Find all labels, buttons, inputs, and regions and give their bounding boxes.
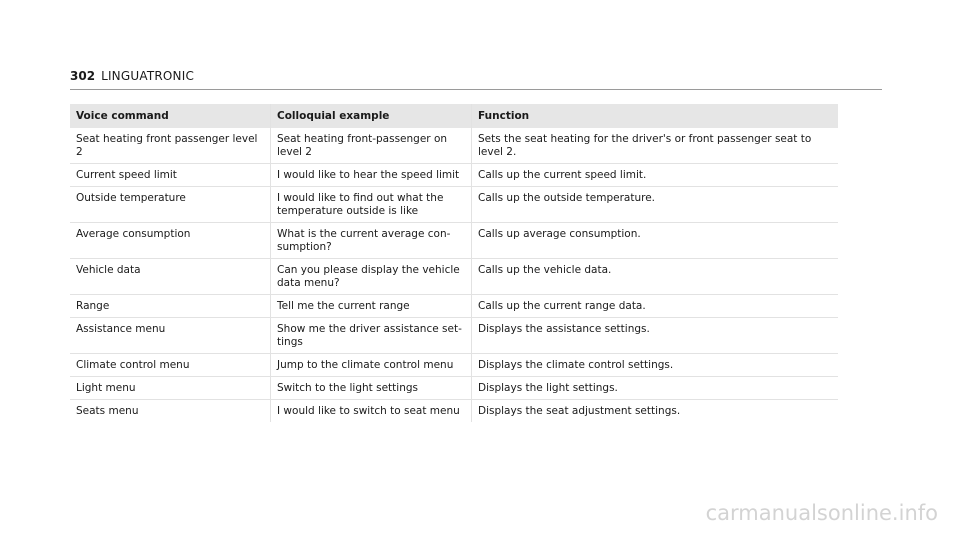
voice-command-cell: Seats menu [76, 405, 139, 417]
colloquial-example-cell: What is the current average con-sumption? [271, 223, 472, 259]
voice-command-table [70, 104, 838, 422]
colloquial-example-cell: Show me the driver assistance set-tings [271, 318, 472, 354]
colloquial-example-cell: Switch to the light settings [271, 377, 472, 400]
table-row [70, 295, 838, 318]
function-cell: Displays the light settings. [472, 377, 839, 400]
table-row [70, 164, 838, 187]
column-header-voice-command: Voice command [70, 104, 271, 128]
column-header-function: Function [472, 104, 839, 128]
voice-command-cell: Current speed limit [70, 164, 271, 187]
page-number: 302 [70, 69, 96, 83]
function-cell: Displays the seat adjustment settings. [472, 400, 839, 423]
table-row [70, 128, 838, 164]
voice-command-cell: Outside temperature [70, 187, 271, 223]
table-header-row [70, 104, 838, 128]
function-cell: Calls up average consumption. [472, 223, 839, 259]
voice-command-cell: Vehicle data [70, 259, 271, 295]
function-cell: Displays the climate control settings. [472, 354, 839, 377]
voice-command-cell: Climate control menu [70, 354, 271, 377]
table-row [70, 400, 838, 423]
section-title: LINGUATRONIC [101, 69, 195, 83]
function-cell: Calls up the outside temperature. [472, 187, 839, 223]
colloquial-example-cell: Can you please display the vehicle data menu? [271, 259, 472, 295]
voice-command-cell: Seat heating front passenger level 2 [70, 128, 271, 164]
table-row [70, 259, 838, 295]
colloquial-example-cell: I would like to hear the speed limit [271, 164, 472, 187]
table-row [70, 354, 838, 377]
colloquial-example-cell: I would like to find out what the temperature outside is like [271, 187, 472, 223]
function-cell: Displays the assistance settings. [472, 318, 839, 354]
voice-command-cell: Light menu [70, 377, 271, 400]
colloquial-example-cell: I would like to switch to seat menu [271, 400, 472, 423]
function-cell: Calls up the current range data. [472, 295, 839, 318]
function-cell: Sets the seat heating for the driver's or front passenger seat to level 2. [472, 128, 839, 164]
table-row [70, 377, 838, 400]
table-row [70, 187, 838, 223]
voice-command-cell: Assistance menu [70, 318, 271, 354]
column-header-colloquial-example: Colloquial example [271, 104, 472, 128]
watermark-text: carmanualsonline.info [705, 501, 938, 525]
voice-command-cell: Range [70, 295, 271, 318]
function-cell: Calls up the current speed limit. [472, 164, 839, 187]
table-row [70, 223, 838, 259]
colloquial-example-cell: Seat heating front-passenger on level 2 [271, 128, 472, 164]
function-cell: Calls up the vehicle data. [472, 259, 839, 295]
colloquial-example-cell: Tell me the current range [271, 295, 472, 318]
page-header [70, 69, 194, 83]
voice-command-cell: Average consumption [70, 223, 271, 259]
colloquial-example-cell: Jump to the climate control menu [271, 354, 472, 377]
header-divider [70, 89, 882, 90]
table-row [70, 318, 838, 354]
